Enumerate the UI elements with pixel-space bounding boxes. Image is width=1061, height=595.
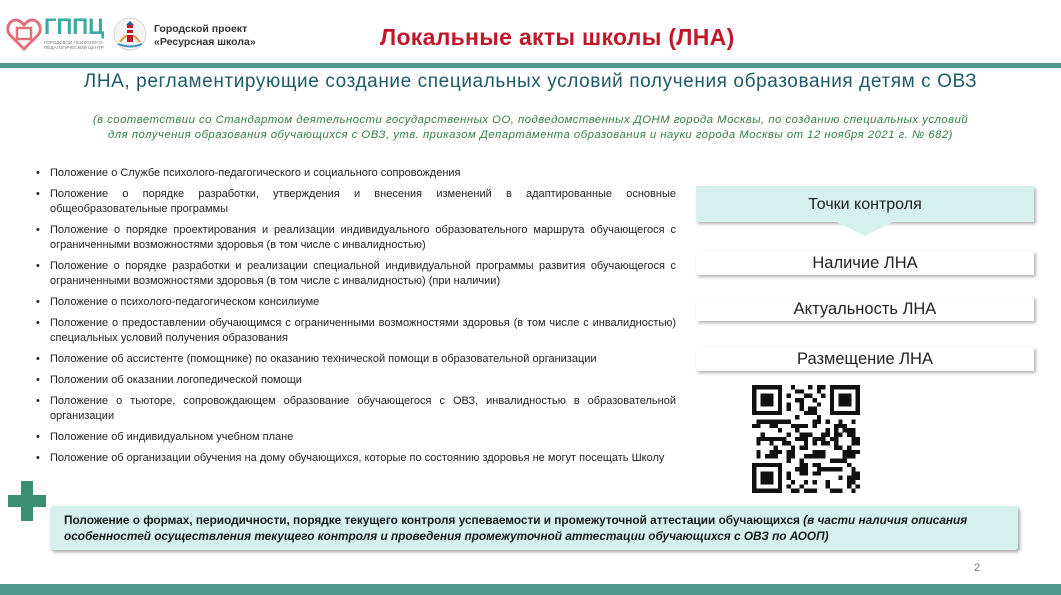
list-item: • Положение о тьюторе, сопровождающем образование обучающегося с ОВЗ, инвалидностью в образовательной организации <box>36 395 676 422</box>
bullet-marker: • <box>36 395 40 407</box>
list-item: • Положение о психолого-педагогическом консилиуме <box>36 296 320 308</box>
bullet-marker: • <box>36 353 40 365</box>
project-name <box>154 23 256 49</box>
plus-icon <box>8 481 46 521</box>
logo-subtitle: ГОРОДСКОЙ ПСИХОЛОГО-ПЕДАГОГИЧЕСКИЙ ЦЕНТР <box>44 40 104 50</box>
control-points-title: Точки контроля <box>808 196 922 213</box>
highlighted-regulation-main: Положение о формах, периодичности, порядке текущего контроля успеваемости и промежуточной аттестации обучающихся <box>64 513 804 527</box>
list-item: • Положении об оказании логопедической помощи <box>36 374 302 386</box>
control-item-label: Актуальность ЛНА <box>793 300 937 318</box>
bullet-marker: • <box>36 224 40 236</box>
control-item-label: Наличие ЛНА <box>812 254 918 272</box>
bullet-marker: • <box>36 374 40 386</box>
page-number: 2 <box>974 562 981 574</box>
logo-abbreviation: ГППЦ <box>44 14 105 39</box>
resource-school-logo-icon <box>112 16 148 52</box>
slide-subtitle: ЛНА, регламентирующие создание специальных условий получения образования детям с ОВЗ <box>83 71 978 92</box>
control-item-label: Размещение ЛНА <box>797 350 933 368</box>
list-item: • Положение о порядке разработки, утверждения и внесения изменений в адаптированные основные общеобразовательные программы <box>36 188 676 215</box>
gppc-logo <box>6 16 106 56</box>
list-item: • Положение о предоставлении обучающимся с ограниченными возможностями здоровья (в том числе с инвалидностью) специальных условий получения образования <box>36 317 676 344</box>
down-arrow-icon <box>837 222 893 236</box>
bullet-marker: • <box>36 317 40 329</box>
control-points-header <box>696 186 1034 222</box>
list-item: • Положение о порядке проектирования и реализации индивидуального образовательного маршрута обучающегося с ограниченными возможностями здоровья (в том числе с инвалидностью) <box>36 224 676 251</box>
legal-basis-note <box>20 113 1041 143</box>
slide-title: Локальные акты школы (ЛНА) <box>380 24 735 50</box>
footer-band <box>0 584 1061 595</box>
bullet-marker: • <box>36 167 40 179</box>
list-item: • Положение о порядке разработки и реализации специальной индивидуальной программы развития обучающегося с ограниченными возможностями здоровья (в том числе с инвалидностью) (при наличии) <box>36 260 676 287</box>
regulations-list <box>36 166 676 472</box>
bullet-marker: • <box>36 452 40 464</box>
highlighted-regulation-note: (в части наличия описания особенностей осуществления текущего контроля и проведения промежуточной аттестации обучающихся с ОВЗ по АООП) <box>64 513 968 543</box>
control-item-relevance <box>696 297 1034 321</box>
control-item-placement <box>696 347 1034 371</box>
highlighted-regulation-text <box>64 512 1008 544</box>
project-line-1: Городской проект <box>154 23 248 35</box>
highlighted-regulation-box <box>50 506 1018 550</box>
list-item: • Положение об индивидуальном учебном плане <box>36 431 294 443</box>
legal-basis-line-1: (в соответствии со Стандартом деятельности государственных ОО, подведомственных ДОНМ города Москвы, по созданию специальных условий <box>92 114 969 126</box>
bullet-marker: • <box>36 260 40 272</box>
list-item: • Положение об ассистенте (помощнике) по оказанию технической помощи в образовательной организации <box>36 353 597 365</box>
list-item: • Положение об организации обучения на дому обучающихся, которые по состоянию здоровья не могут посещать Школу <box>36 452 665 464</box>
list-item: • Положение о Службе психолого-педагогического и социального сопровождения <box>36 167 461 179</box>
control-item-presence <box>696 251 1034 275</box>
legal-basis-line-2: для получения образования обучающихся с ОВЗ, утв. приказом Департамента образования и науки города Москвы от 12 ноября 2021 г. № 682) <box>108 129 953 141</box>
bullet-marker: • <box>36 188 40 200</box>
project-line-2: «Ресурсная школа» <box>154 36 256 48</box>
bullet-marker: • <box>36 296 40 308</box>
header-divider-band <box>0 63 1061 68</box>
heart-logo-icon <box>6 16 42 52</box>
bullet-marker: • <box>36 431 40 443</box>
qr-code-icon[interactable] <box>752 385 860 493</box>
slide-header <box>0 0 1061 66</box>
